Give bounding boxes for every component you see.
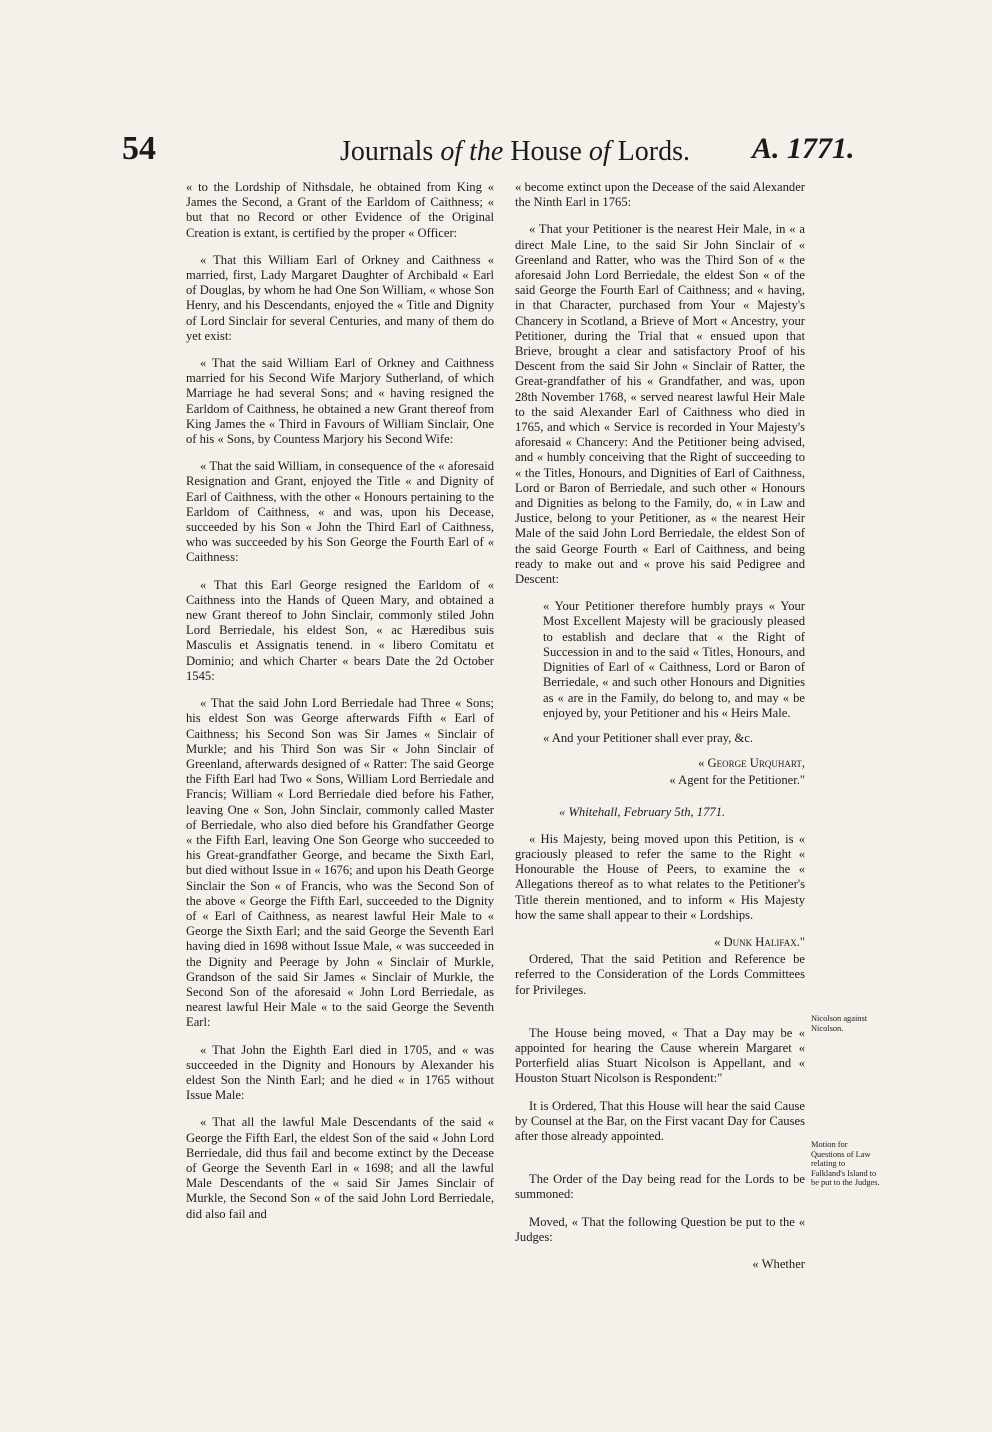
left-column [186, 180, 494, 1234]
halifax-signature: « Dunk Halifax." [714, 934, 805, 949]
petitioner-signature-role: « Agent for the Petitioner." [669, 773, 805, 788]
paragraph: The House being moved, « That a Day may be « appointed for hearing the Cause wherein Margaret « Porterfield alias Stuart Nicolson is Appellant, and « Houston Stuart Nicolson is Respondent:" [515, 1025, 805, 1086]
prayer-paragraph: « Your Petitioner therefore humbly prays « Your Most Excellent Majesty will be graciously pleased to establish and declare that « the Right of Succession in and to the said « Titles, Honours, and Dignities of Earl of « Caithness, Lord or Baron of Berriedale, « and such other Honours and Dignities as « are in the Family, do belong to, and may « be enjoyed by, your Petitioner and his « Heirs Male. [543, 599, 805, 720]
paragraph: « That your Petitioner is the nearest Heir Male, in « a direct Male Line, to the said Sir John Sinclair of « Greenland and Ratter, who was the Third Son of « the aforesaid John Lord Berriedale, the eldest Son « of the said George the Fourth Earl of Caithness; and « having, in that Character, purchased from Your « Majesty's Chancery in Scotland, a Brieve of Mort « Ancestry, your Petitioner, during the Trial that « ensued upon that Brieve, brought a clear and satisfactory Proof of his Descent from the said Sir John « Sinclair of Ratter, the Great-grandfather of his « Grandfather, and was, upon 28th November 1768, « served nearest lawful Heir Male to the said Alexander Earl of Caithness who died in 1765, and which « Service is recorded in Your Majesty's aforesaid « Chancery: And the Petitioner being advised, and « humbly conceiving that the Right of succeeding to « the Titles, Honours, and Dignities of Earl of Caithness, Lord or Baron of Berriedale, and such other « Honours and Dignities as belong to the Family, do, « in Law and Justice, belong to your Petitioner, as « the nearest Heir Male of the said John Lord Berriedale, the eldest Son of the said George Fourth « Earl of Caithness, and being ready to make out and « prove his said Pedigree and Descent: [515, 222, 805, 587]
dateline: « Whitehall, February 5th, 1771. [559, 804, 726, 819]
paragraph: « That this Earl George resigned the Earldom of « Caithness into the Hands of Queen Mary, and obtained a new Grant thereof to John Sinclair, commonly stiled John Lord Berriedale, his eldest Son, « ac Hæredibus suis Masculis et Assignatis tenend. in « libero Comitatu et Dominio; and which Charter « bears Date the 2d October 1545: [186, 577, 494, 683]
title-of-2: of [588, 136, 611, 167]
paragraph: « become extinct upon the Decease of the said Alexander the Ninth Earl in 1765: [515, 180, 805, 210]
paragraph: « That this William Earl of Orkney and Caithness « married, first, Lady Margaret Daughter of Archibald « Earl of Douglas, by whom he had One Son William, « whose Son Henry, and his Descendants, enjoyed the « Title and Dignity of Lord Sinclair for several Centuries, and many of them do yet exist: [186, 252, 494, 343]
margin-note: Motion for Questions of Law relating to Falkland's Island to be put to the Judges. [811, 1140, 880, 1188]
section-gap [515, 1156, 805, 1172]
paragraph: The Order of the Day being read for the Lords to be summoned: [515, 1172, 805, 1202]
paragraph: « That John the Eighth Earl died in 1705, and « was succeeded in the Dignity and Honours by Alexander his eldest Son the Ninth Earl; and he died « in 1765 without Issue Male: [186, 1042, 494, 1103]
petitioner-signature: « George Urquhart, [698, 756, 805, 771]
section-gap [515, 1010, 805, 1026]
running-title [340, 136, 690, 168]
paragraph: « That the said William, in consequence of the « aforesaid Resignation and Grant, enjoyed the Title « and Dignity of Earl of Caithness, with the other « Honours pertaining to the Earldom of Caithness, « and was, upon his Decease, succeeded by his Son « John the Third Earl of Caithness, who was succeeded by his Son George the Fourth Earl of « Caithness: [186, 459, 494, 565]
margin-note: Nicolson against Nicolson. [811, 1014, 868, 1033]
catchword: « Whether [752, 1256, 805, 1271]
page-header [0, 130, 992, 178]
paragraph: « That the said William Earl of Orkney and Caithness married for his Second Wife Marjory Sutherland, of which Marriage he had several Sons; and « having resigned the Earldom of Caithness, he obtained a new Grant thereof from King James the « Third in Favours of William Sinclair, One of his « Sons, by Countess Marjory his Second Wife: [186, 356, 494, 447]
paragraph: « That the said John Lord Berriedale had Three « Sons; his eldest Son was George afterwards Fifth « Earl of Caithness; his Second Son was Sir James « Sinclair of Murkle; and his Third Son was Sir « John Sinclair of Greenland, afterwards designed of « Ratter: The said George the Fifth Earl had Two « Sons, William Lord Berriedale and Francis; William « Lord Berriedale died before his Father, leaving One « Son, John Sinclair, commonly called Master of Berriedale, who also died before his Grandfather George « the Fifth Earl, leaving One Son George who succeeded to his Great-grandfather George, and became the Sixth Earl, but died without Issue in « 1676; and upon his Death George Sinclair the Son « of Francis, who was the Second Son of the above « George the Fifth Earl, succeeded to the Dignity of « Earl of Caithness, as nearest lawful Heir Male to « George the Sixth Earl; and the said George the Seventh Earl having died in 1698 without Issue Male, « was succeeded in the Dignity and Peerage by John « Sinclair of Murkle, Grandson of the said Sir James « Sinclair of Murkle, the Second Son of the aforesaid « John Lord Berriedale, as nearest lawful Heir Male « to the said George the Seventh Earl: [186, 696, 494, 1030]
year-label: A. 1771. [752, 132, 855, 165]
paragraph: It is Ordered, That this House will hear the said Cause by Counsel at the Bar, on the First vacant Day for Causes after those already appointed. [515, 1098, 805, 1143]
title-lords: Lords. [617, 136, 690, 167]
paragraph: « That all the lawful Male Descendants of the said « George the Fifth Earl, the eldest Son of the said « John Lord Berriedale, did thus fail and become extinct by the Decease of George the Seventh Earl in « 1698; and all the lawful Male Descendants of the « said Sir James Sinclair of Murkle, the Second Son « of the said John Lord Berriedale, did also fail and [186, 1115, 494, 1221]
title-the: the [469, 136, 504, 167]
paragraph: « to the Lordship of Nithsdale, he obtained from King « James the Second, a Grant of the Earldom of Caithness; « but that no Record or other Evidence of the Original Creation is extant, is certified by the proper « Officer: [186, 180, 494, 240]
title-of: of [440, 136, 463, 167]
right-column [515, 180, 805, 1288]
title-journals: Journals [340, 136, 434, 167]
paragraph: « His Majesty, being moved upon this Petition, is « graciously pleased to refer the same to the Right « Honourable the House of Peers, to examine the « Allegations thereof as to what relates to the Petitioner's Title therein mentioned, and to inform « His Majesty how the same shall appear to their « Lordships. [515, 831, 805, 922]
title-house: House [510, 136, 582, 167]
paragraph: Ordered, That the said Petition and Reference be referred to the Consideration of the Lords Committees for Privileges. [515, 952, 805, 997]
pray-line: « And your Petitioner shall ever pray, &c. [543, 730, 754, 745]
paragraph: Moved, « That the following Question be put to the « Judges: [515, 1214, 805, 1244]
page-number: 54 [122, 130, 156, 167]
